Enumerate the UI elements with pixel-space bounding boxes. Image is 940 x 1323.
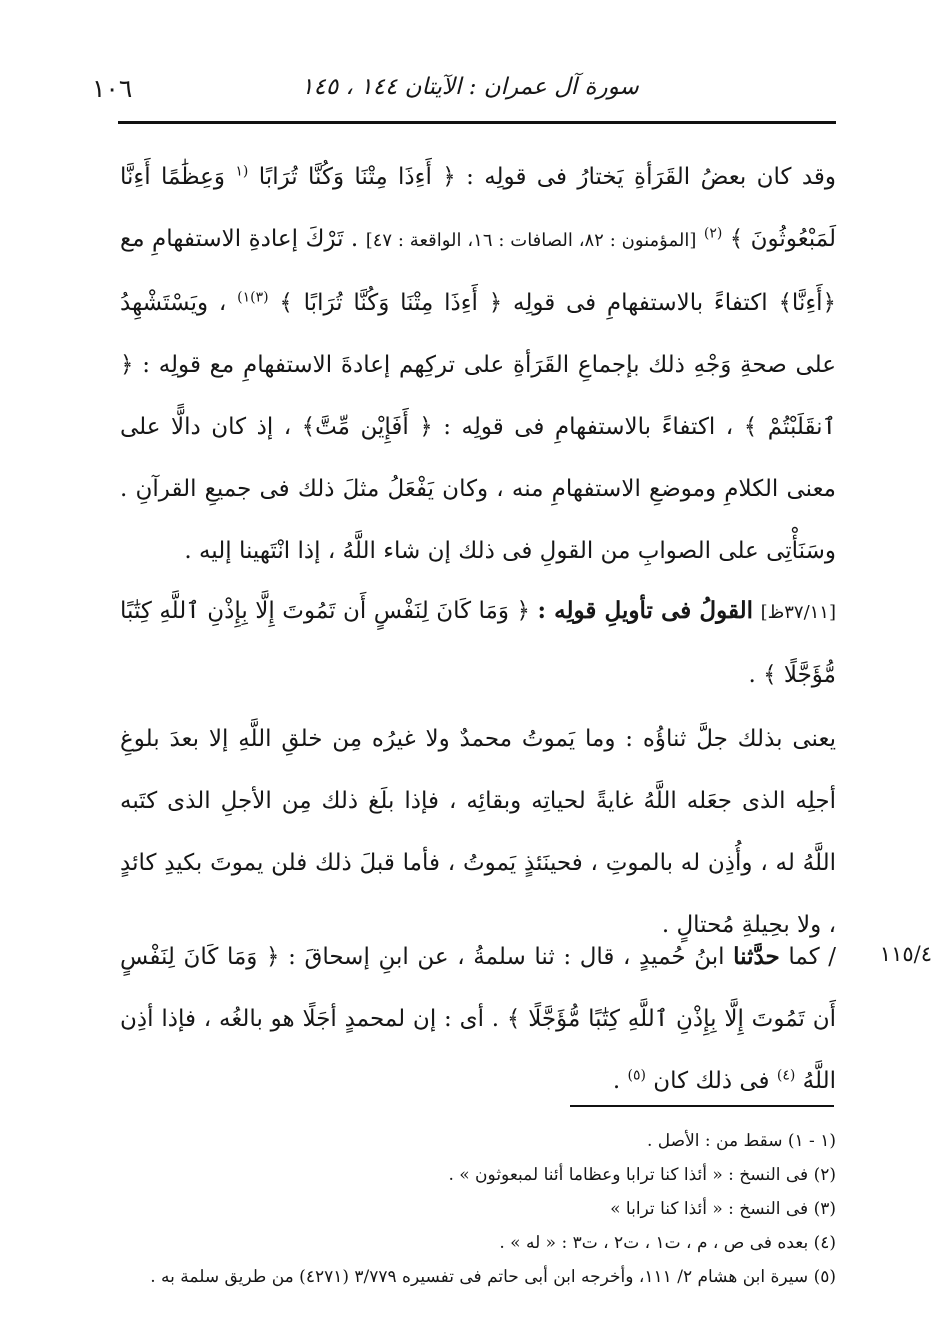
footnote-ref-4: (٤) xyxy=(776,1067,796,1084)
quran-verse: ﴿أَءِنَّا﴾ xyxy=(778,290,837,316)
margin-reference: ١١٥/٤ xyxy=(879,942,932,966)
paragraph-text: . أى : إن لمحمدٍ أجَلًا هو بالغُه ، فإذا أذِن اللَّهُ xyxy=(120,1006,836,1094)
paragraph-text: . تَرْكَ إعادةِ الاستفهامِ مع xyxy=(120,226,359,252)
footnotes-list xyxy=(120,1124,836,1294)
footnote: (٤) بعده فى ص ، م ، ت١ ، ت٢ ، ت٣ : « له » . xyxy=(499,1233,836,1253)
footnote: (١ - ١) سقط من : الأصل . xyxy=(646,1131,836,1151)
section-heading-paragraph xyxy=(120,580,836,706)
paragraph-text: / كما xyxy=(788,944,837,970)
narration-keyword: حدَّثنا xyxy=(733,943,780,970)
footnote: (٥) سيرة ابن هشام ٢/ ١١١، وأخرجه ابن أبى حاتم فى تفسيره ٣/٧٧٩ (٤٢٧١) من طريق سلمة به . xyxy=(150,1267,836,1287)
paragraph-text: ، اكتفاءً بالاستفهامِ فى قولِه : xyxy=(443,414,734,440)
folio-marker: [٣٧/١١ظ] xyxy=(760,602,837,623)
paragraph-text: فى ذلك كان xyxy=(653,1068,770,1094)
header-rule xyxy=(118,121,836,124)
paragraph-text: ، ويَسْتَشْهِدُ على صحةِ وَجْهِ ذلك بإجماعِ القَرَأةِ على تركِهم إعادةَ الاستفهامِ مع قولِه : xyxy=(120,290,836,378)
paragraph-text: ابنُ حُميدٍ ، قال : ثنا سلمةُ ، عن ابنِ إسحاقَ : xyxy=(288,944,725,970)
quran-verse: ﴿ وَمَا كَانَ لِنَفْسٍ أَن تَمُوتَ إِلَّا بِإِذْنِ ٱللَّهِ كِتَٰبًا مُّؤَجَّلًا ﴾ xyxy=(120,944,836,1032)
page-number: ١٠٦ xyxy=(92,74,133,103)
paragraph-text: . xyxy=(612,1068,621,1094)
footnote-ref-1: (١ xyxy=(235,163,249,180)
verse-citation: [المؤمنون : ٨٢، الصافات : ١٦، الواقعة : ٤٧] xyxy=(365,230,697,251)
footnote-ref-2: (٢) xyxy=(703,225,723,242)
footnote-ref-5: (٥) xyxy=(627,1067,646,1084)
quran-verse: ﴿ ٱنقَلَبْتُمْ ﴾ xyxy=(120,352,837,440)
paragraph-text: . xyxy=(748,662,756,688)
paragraph-text: وقد كان بعضُ القَرَأةِ يَختارُ فى قولِه : xyxy=(466,164,837,190)
quran-verse: ﴿ أَءِذَا مِتْنَا وَكُنَّا تُرَابًا xyxy=(258,164,456,190)
footnote: (٣) فى النسخ : « أئذا كنا ترابا » xyxy=(610,1199,836,1219)
footnote: (٢) فى النسخ : « أئذا كنا ترابا وعظاما أئنا لمبعوثون » . xyxy=(448,1165,836,1185)
paragraph-text: ، إذ كان دالًّا على معنى الكلامِ وموضعِ الاستفهامِ منه ، وكان يَفْعَلُ مثلَ ذلك فى جميعِ القرآنِ . وسَنَأْتِى على الصوابِ من القولِ فى ذلك إن شاء اللَّهُ ، إذا انْتَهينا إليه . xyxy=(120,414,836,564)
footnote-ref-3: (٣)١) xyxy=(237,289,269,306)
paragraph-text: اكتفاءً بالاستفهامِ فى قولِه xyxy=(512,290,768,316)
paragraph-1 xyxy=(120,146,836,582)
quran-verse: ﴿ أَفَإِيْن مِّتَّ﴾ xyxy=(301,414,433,440)
paragraph-4 xyxy=(120,926,836,1112)
running-title: سورة آل عمران : الآيتان ١٤٤ ، ١٤٥ xyxy=(301,74,639,100)
section-heading: القولُ فى تأويلِ قولِه : xyxy=(537,597,754,624)
paragraph-text: يعنى بذلك جلَّ ثناؤُه : وما يَموتُ محمدٌ ولا غيرُه مِن خلقِ اللَّهِ إلا بعدَ بلوغِ أجلِه الذى جعَله اللَّهُ غايةً لحياتِه وبقائِه ، فإذا بلَغ ذلك مِن الأجلِ الذى كتَبه اللَّهُ له ، وأُذِن له بالموتِ ، فحينَئذٍ يَموتُ ، فأما قبلَ ذلك فلن يموتَ بكيدِ كائدٍ ، ولا بحِيلةِ مُحتالٍ . xyxy=(120,726,836,938)
quran-verse: ﴿ أَءِذَا مِتْنَا وَكُنَّا تُرَابًا ﴾ xyxy=(279,290,503,316)
paragraph-3 xyxy=(120,708,836,956)
quran-verse: وَعِظَٰمًا أَءِنَّا لَمَبْعُوثُونَ ﴾ xyxy=(120,164,837,252)
quran-verse: ﴿ وَمَا كَانَ لِنَفْسٍ أَن تَمُوتَ إِلَّا بِإِذْنِ ٱللَّهِ كِتَٰبًا مُّؤَجَّلًا ﴾ xyxy=(120,598,836,688)
footnote-rule xyxy=(570,1105,834,1107)
